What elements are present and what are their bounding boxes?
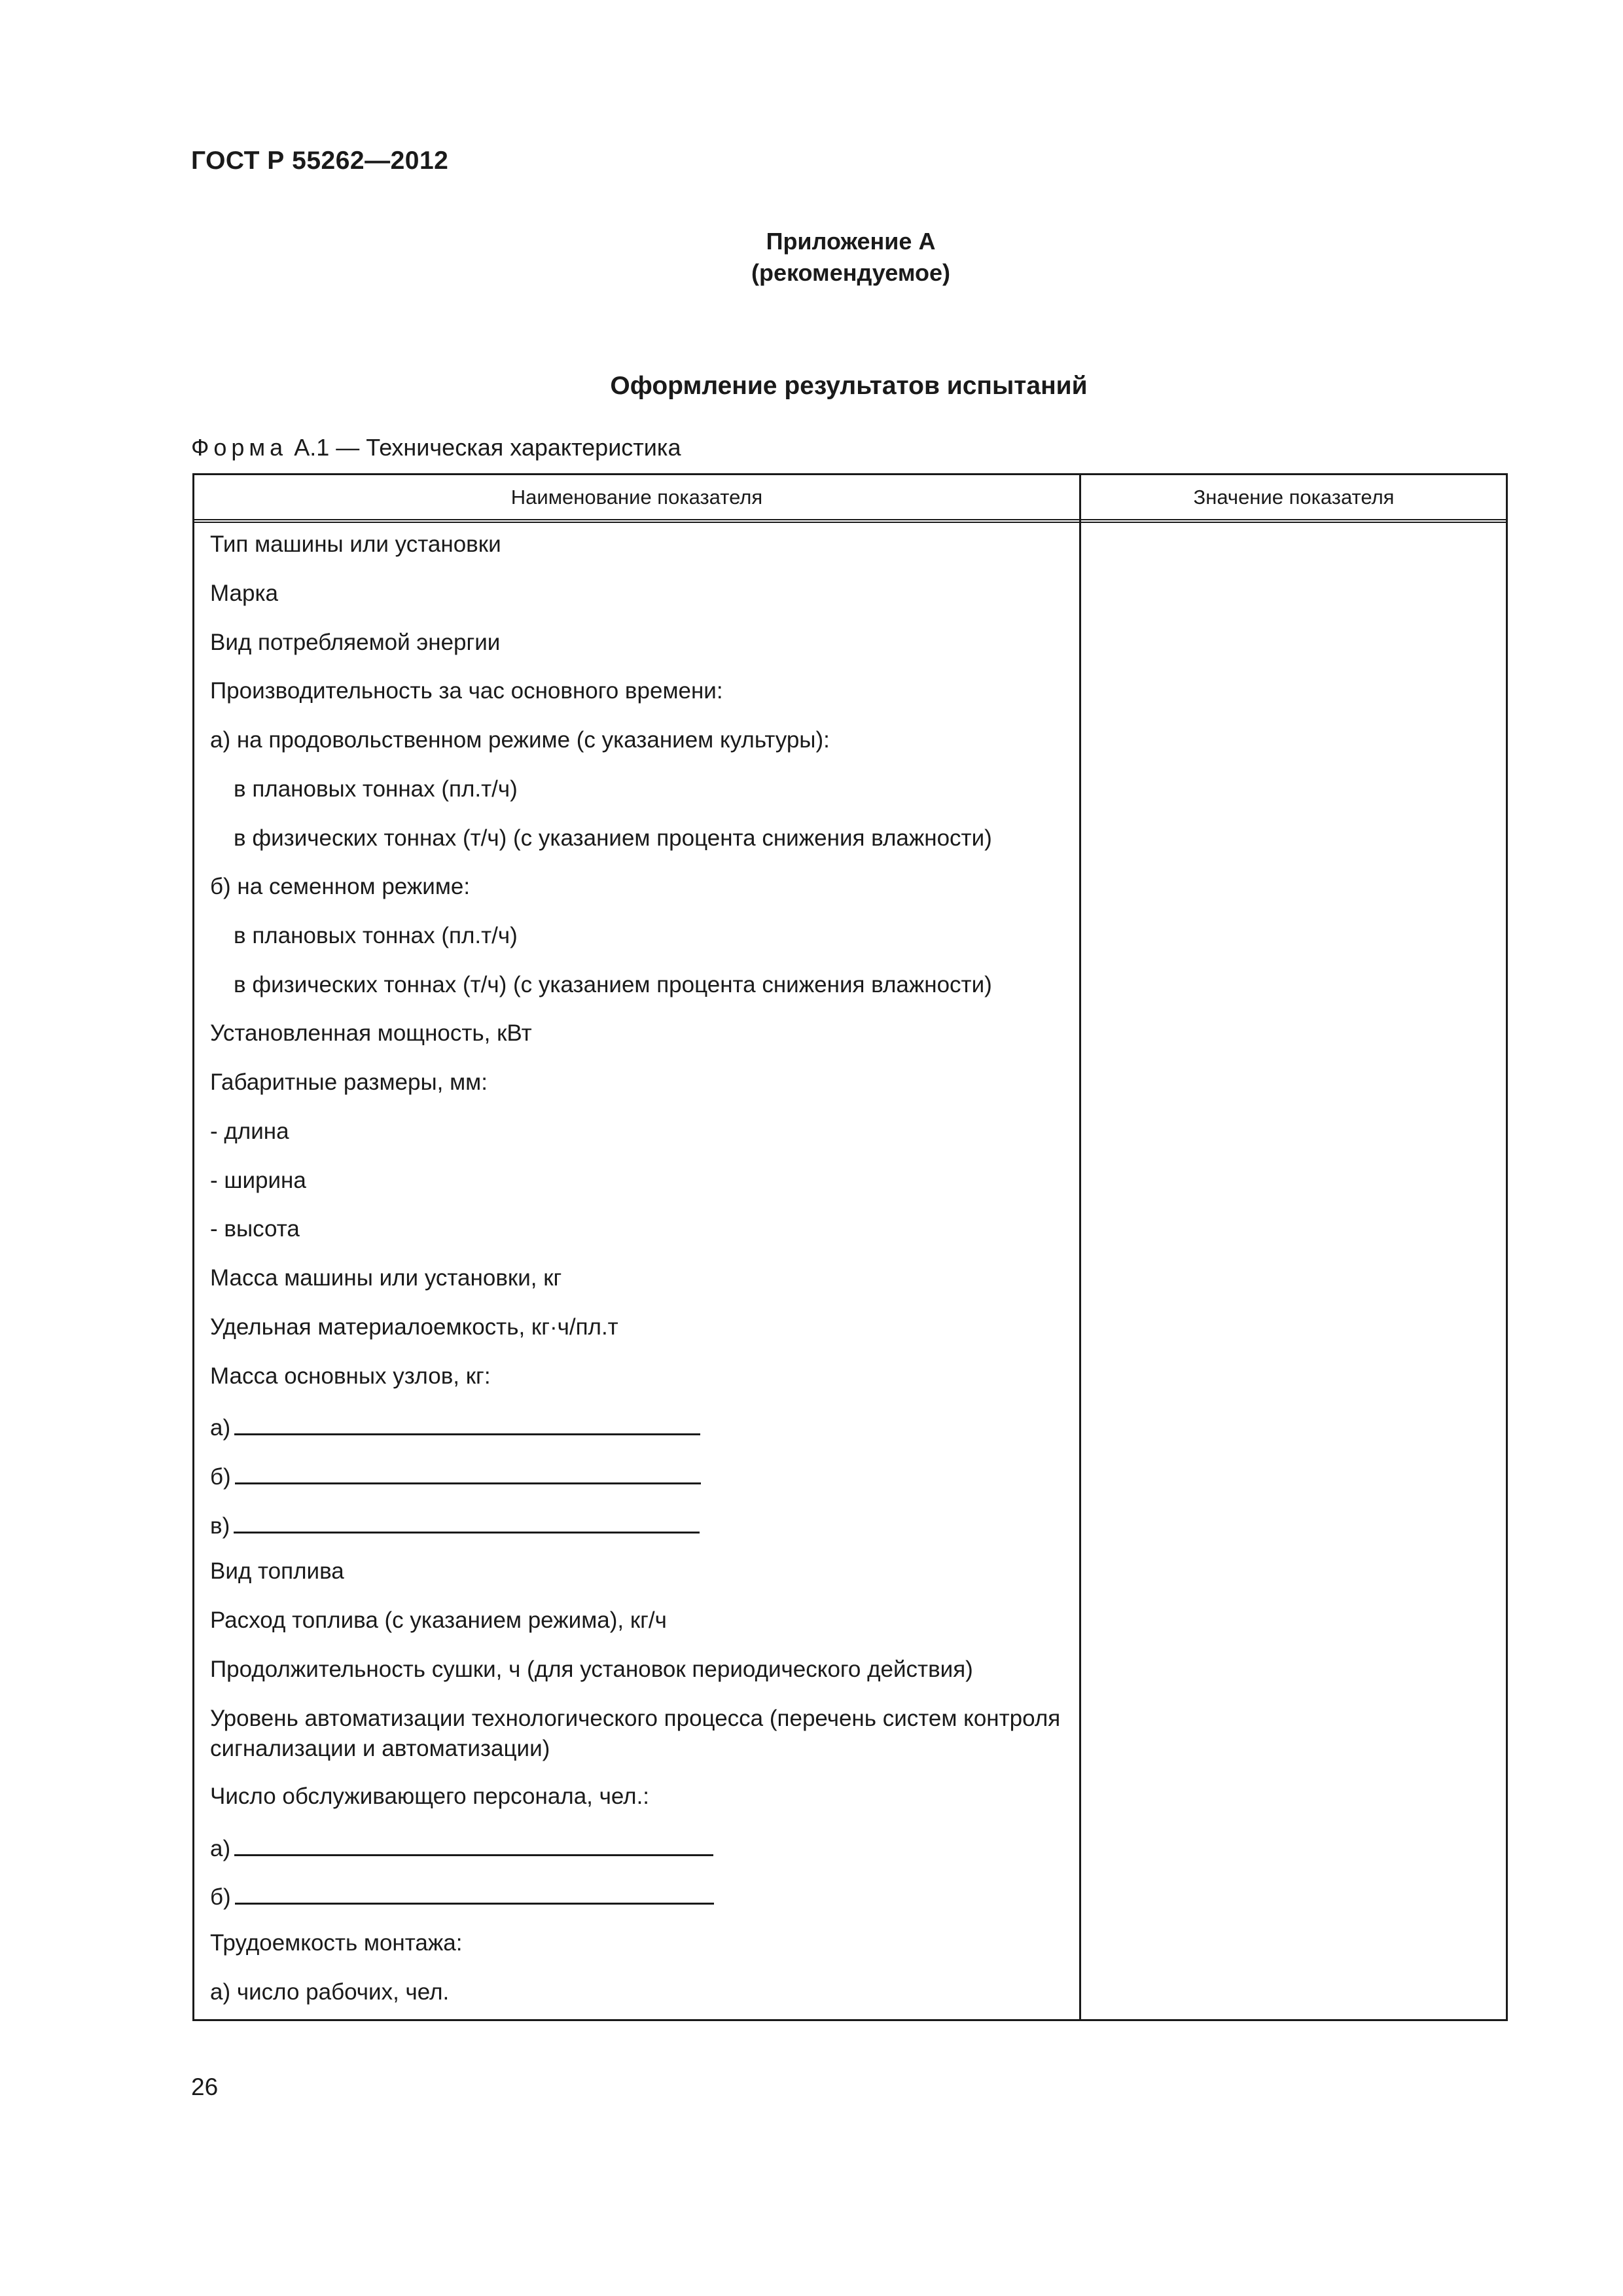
row-marker: в) — [210, 1513, 230, 1539]
table-header-row — [194, 475, 1506, 520]
table-row: Габаритные размеры, мм: — [210, 1069, 488, 1095]
table-row: Масса машины или установки, кг — [210, 1265, 562, 1291]
page-number: 26 — [191, 2073, 219, 2100]
table-row-blank — [210, 1879, 714, 1912]
table-row: в плановых тоннах (пл.т/ч) — [234, 776, 518, 802]
table-row: в физических тоннах (т/ч) (с указанием процента снижения влажности) — [234, 972, 992, 997]
table-row: в физических тоннах (т/ч) (с указанием процента снижения влажности) — [234, 825, 992, 851]
table-row-blank — [210, 1831, 713, 1864]
fill-in-line — [234, 1831, 713, 1856]
table-row: б) на семенном режиме: — [210, 874, 471, 899]
appendix-heading — [654, 226, 1047, 289]
column-header-value: Значение показателя — [1193, 486, 1395, 509]
table-row: а) число рабочих, чел. — [210, 1979, 450, 2005]
column-divider — [1079, 475, 1081, 2019]
form-caption-label: Форма — [191, 434, 288, 461]
row-marker: а) — [210, 1836, 231, 1861]
row-marker: б) — [210, 1884, 231, 1910]
fill-in-line — [235, 1879, 714, 1905]
section-title: Оформление результатов испытаний — [610, 372, 1088, 400]
fill-in-line — [234, 1410, 700, 1435]
table-row: Трудоемкость монтажа: — [210, 1930, 463, 1956]
form-caption-text: А.1 — Техническая характеристика — [287, 434, 681, 461]
column-header-name: Наименование показателя — [510, 486, 763, 509]
table-row: Удельная материалоемкость, кг·ч/пл.т — [210, 1314, 618, 1340]
table-row: Установленная мощность, кВт — [210, 1020, 532, 1046]
table-row: Продолжительность сушки, ч (для установок периодического действия) — [210, 1657, 973, 1682]
row-marker: б) — [210, 1464, 231, 1490]
table-row: Масса основных узлов, кг: — [210, 1363, 491, 1389]
row-marker: а) — [210, 1415, 231, 1441]
fill-in-line — [234, 1508, 700, 1534]
fill-in-line — [235, 1459, 701, 1484]
table-row: Вид потребляемой энергии — [210, 630, 501, 655]
table-row: Марка — [210, 581, 279, 606]
table-row: Тип машины или установки — [210, 531, 501, 557]
table-row: Число обслуживающего персонала, чел.: — [210, 1784, 650, 1809]
form-caption — [191, 434, 681, 461]
appendix-title: Приложение А — [766, 228, 936, 255]
appendix-subtitle: (рекомендуемое) — [751, 259, 950, 286]
characteristics-table — [192, 473, 1508, 2021]
table-row: а) на продовольственном режиме (с указанием культуры): — [210, 727, 830, 753]
table-row-blank — [210, 1459, 701, 1492]
table-row-blank — [210, 1508, 700, 1541]
document-code: ГОСТ Р 55262—2012 — [191, 147, 449, 175]
table-row: - высота — [210, 1216, 300, 1242]
table-row: в плановых тоннах (пл.т/ч) — [234, 923, 518, 948]
table-row: Уровень автоматизации технологического процесса (перечень систем контроля сигнализации и автоматизации) — [210, 1706, 1061, 1761]
table-row-blank — [210, 1410, 700, 1443]
table-row: - длина — [210, 1119, 289, 1144]
table-row: Вид топлива — [210, 1558, 344, 1584]
table-row: Производительность за час основного времени: — [210, 678, 723, 704]
table-row: - ширина — [210, 1168, 306, 1193]
table-row: Расход топлива (с указанием режима), кг/ч — [210, 1607, 667, 1633]
